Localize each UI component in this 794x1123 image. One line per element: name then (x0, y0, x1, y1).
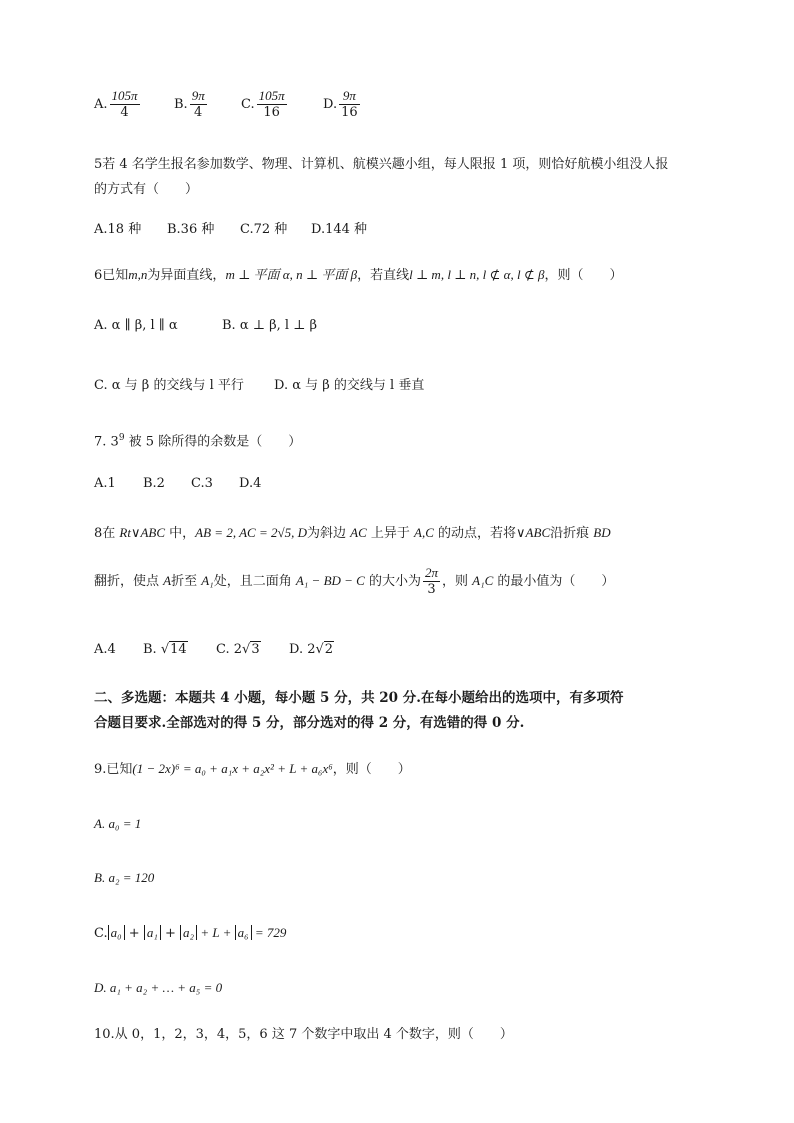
q4-option-b-fraction: $\frac{9\pi}{4}$ (191, 88, 205, 120)
q8-option-b: B. √14 (143, 642, 187, 657)
q4-option-d: D. $\frac{9\pi}{16}$ (323, 88, 358, 120)
q6-option-b: B. α ⊥ β, l ⊥ β (222, 318, 318, 333)
q7-option-a: A.1 (94, 476, 116, 491)
q9-stem: 9.已知(1 − 2x)⁶ = a₀ + a₁x + a₂x² + L + a₆x⁶，则（ ） (94, 761, 411, 777)
q5-stem-line1: 5若 4 名学生报名参加数学、物理、计算机、航模兴趣小组，每人限报 1 项，则恰好航模小组没人报 (94, 157, 669, 172)
q4-option-c: C. $\frac{105\pi}{16}$ (241, 88, 285, 120)
q9-option-d: D. a₁ + a₂ + … + a₅ = 0 (94, 980, 223, 995)
q7-option-d: D.4 (239, 476, 262, 491)
q9-option-a: A. a₀ = 1 (94, 816, 142, 831)
q4-option-c-fraction: $\frac{105\pi}{16}$ (258, 88, 285, 120)
q6-option-d: D. α 与 β 的交线与 l 垂直 (274, 378, 425, 393)
q6-option-c: C. α 与 β 的交线与 l 平行 (94, 378, 244, 393)
q5-stem-line2: 的方式有（ ） (94, 182, 199, 197)
q5-option-b: B.36 种 (167, 222, 215, 237)
q4-option-d-fraction: $\frac{9\pi}{16}$ (341, 88, 358, 120)
q8-stem-line2: 翻折，使点 A折至 A₁处，且二面角 A₁ − BD − C 的大小为 $\frac{2\pi}{3}$ ，则 A₁C 的最小值为（ ） (94, 565, 615, 597)
q4-option-a: A. $\frac{105\pi}{4}$ (94, 88, 138, 120)
q8-option-a: A.4 (94, 642, 116, 657)
q9-option-c: C. a₀ + a₁ + a₂ + L + a₆ = 729 (94, 925, 287, 941)
q5-option-c: C.72 种 (240, 222, 288, 237)
q4-option-a-fraction: $\frac{105\pi}{4}$ (111, 88, 138, 120)
q8-angle-fraction: $\frac{2\pi}{3}$ (425, 565, 439, 597)
q4-option-b: B. $\frac{9\pi}{4}$ (174, 88, 205, 120)
q6-stem: 6已知m,n为异面直线，m ⊥ 平面 α, n ⊥ 平面 β，若直线l ⊥ m, l ⊥ n, l ⊄ α, l ⊄ β，则（ ） (94, 267, 623, 283)
q9-option-b: B. a₂ = 120 (94, 870, 155, 885)
q7-stem: 7. $3^9$ 被 5 除所得的余数是（ ） (94, 433, 302, 450)
q7-option-c: C.3 (191, 476, 213, 491)
section2-heading-line1: 二、多选题：本题共 4 小题，每小题 5 分，共 20 分.在每小题给出的选项中，有多项符 (94, 690, 624, 706)
q10-stem: 10.从 0，1，2，3，4，5，6 这 7 个数字中取出 4 个数字，则（ ） (94, 1027, 513, 1042)
section2-heading-line2: 合题目要求.全部选对的得 5 分，部分选对的得 2 分，有选错的得 0 分. (94, 715, 525, 731)
q7-option-b: B.2 (143, 476, 165, 491)
q8-option-d: D. 2√2 (289, 642, 334, 657)
q8-stem-line1: 8在 Rt∨ABC 中，AB = 2, AC = 2√5, D为斜边 AC 上异于 A,C 的动点，若将∨ABC沿折痕 BD (94, 525, 611, 541)
q6-option-a: A. α ∥ β, l ∥ α (94, 318, 178, 333)
q5-option-a: A.18 种 (94, 222, 142, 237)
q8-option-c: C. 2√3 (216, 642, 260, 657)
q5-option-d: D.144 种 (311, 222, 368, 237)
